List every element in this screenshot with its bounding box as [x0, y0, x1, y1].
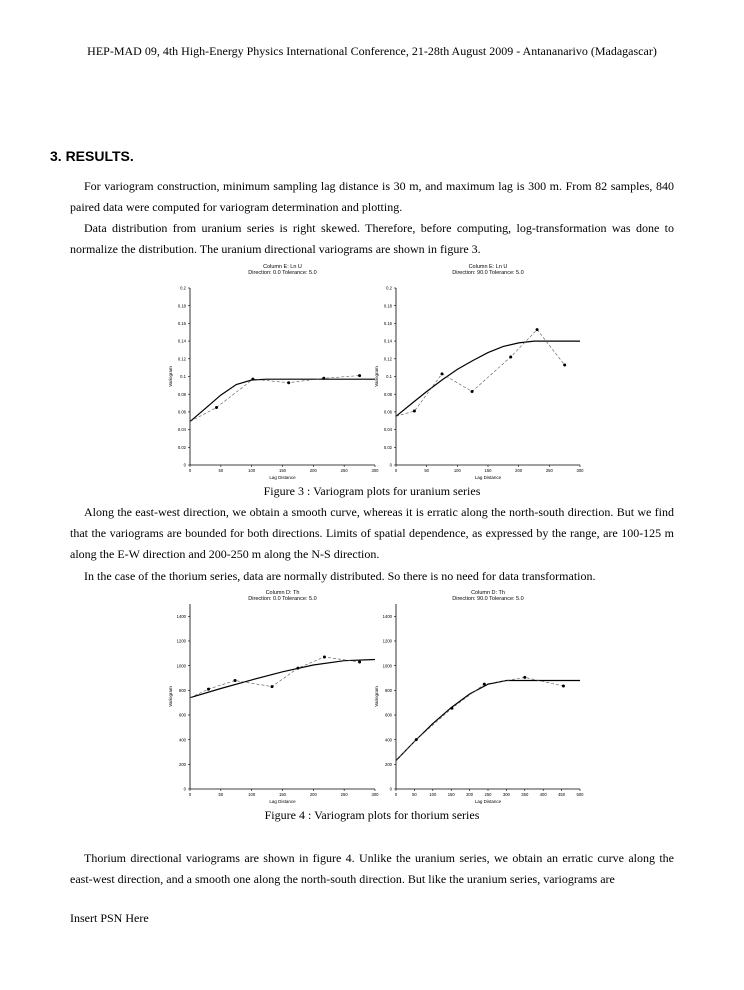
footer-psn: Insert PSN Here — [70, 911, 149, 925]
y-tick-label: 0.18 — [383, 303, 392, 309]
experimental-point — [358, 374, 361, 377]
y-axis-label: Variogram — [374, 686, 379, 707]
experimental-point — [323, 656, 326, 659]
experimental-point — [483, 683, 486, 686]
x-tick-label: 300 — [502, 792, 510, 797]
x-tick-label: 400 — [539, 792, 547, 797]
thorium-ns-variogram-chart — [372, 588, 587, 806]
experimental-point — [523, 676, 526, 679]
x-tick-label: 0 — [394, 792, 398, 797]
y-tick-label: 600 — [385, 712, 392, 718]
x-axis-label: Lag Distance — [269, 475, 296, 480]
chart-title: Column E: Ln U — [263, 264, 302, 270]
model-variogram-curve — [190, 660, 375, 698]
experimental-point — [287, 381, 290, 384]
y-axis-label: Variogram — [168, 366, 173, 387]
y-tick-label: 0.06 — [383, 409, 392, 415]
x-tick-label: 50 — [412, 792, 417, 797]
experimental-point — [251, 378, 254, 381]
model-variogram-curve — [190, 379, 375, 421]
x-tick-label: 250 — [340, 468, 348, 473]
y-tick-label: 400 — [385, 737, 392, 743]
experimental-point — [471, 390, 474, 393]
x-tick-label: 450 — [558, 792, 566, 797]
experimental-point — [322, 377, 325, 380]
x-tick-label: 0 — [188, 468, 192, 473]
y-axis-label: Variogram — [168, 686, 173, 707]
y-tick-label: 0.14 — [383, 338, 392, 344]
x-tick-label: 300 — [371, 792, 379, 797]
paragraph-text: Along the east-west direction, we obtain a smooth curve, whereas it is erratic along the north-south direction. But we find that the variograms are bounded for both directions. Limits of spatial dependence, as expressed by the range, are 100-125 m along the E-W direction and 200-250 m along the N-S direction. — [70, 505, 674, 561]
experimental-point — [234, 679, 237, 682]
x-tick-label: 200 — [309, 468, 317, 473]
x-tick-label: 100 — [248, 792, 256, 797]
y-tick-label: 0.04 — [177, 427, 186, 433]
y-tick-label: 0 — [389, 462, 392, 468]
experimental-variogram-line — [396, 330, 565, 417]
experimental-point — [296, 667, 299, 670]
model-variogram-curve — [396, 681, 580, 761]
y-tick-label: 0.06 — [177, 409, 186, 415]
x-tick-label: 100 — [429, 792, 437, 797]
experimental-variogram-line — [190, 376, 360, 422]
paragraph-text: Thorium directional variograms are shown in figure 4. Unlike the uranium series, we obtain an erratic curve along the east-west direction, and a smooth one along the north-south direction. But like the uranium series, variograms are — [70, 851, 674, 886]
chart-title: Column E: Ln U — [468, 264, 508, 270]
experimental-point — [207, 688, 210, 691]
y-tick-label: 0.1 — [180, 374, 186, 380]
y-tick-label: 400 — [179, 737, 186, 743]
y-tick-label: 200 — [385, 761, 392, 767]
paragraph-variogram-construction — [70, 176, 674, 218]
y-tick-label: 0.02 — [177, 444, 186, 450]
y-tick-label: 1200 — [176, 638, 186, 644]
experimental-point — [509, 356, 512, 359]
chart-subtitle: Direction: 0.0 Tolerance: 5.0 — [248, 270, 317, 276]
y-tick-label: 0 — [183, 462, 186, 468]
experimental-point — [441, 372, 444, 375]
experimental-point — [215, 406, 218, 409]
x-axis-label: Lag Distance — [474, 799, 502, 804]
y-tick-label: 0.16 — [383, 321, 392, 326]
y-tick-label: 1400 — [176, 613, 186, 619]
y-tick-label: 0.12 — [383, 356, 392, 362]
paragraph-text: For variogram construction, minimum sampling lag distance is 30 m, and maximum lag is 300 m. From 82 samples, 840 paired data were computed for variogram determination and plotting. — [70, 179, 674, 214]
y-tick-label: 200 — [179, 761, 186, 767]
x-tick-label: 0 — [188, 792, 192, 797]
section-heading: 3. RESULTS. — [50, 148, 134, 164]
y-tick-label: 600 — [179, 712, 186, 718]
y-tick-label: 0.2 — [180, 285, 186, 291]
y-tick-label: 0.08 — [383, 391, 392, 397]
y-tick-label: 0.18 — [177, 303, 186, 309]
paragraph-text: Data distribution from uranium series is right skewed. Therefore, before computing, log-transformation was done to normalize the distribution. The uranium directional variograms are shown in figure 3. — [70, 221, 674, 256]
chart-subtitle: Direction: 90.0 Tolerance: 5.0 — [452, 596, 524, 602]
experimental-point — [358, 660, 361, 663]
y-axis-label: Variogram — [374, 366, 379, 387]
y-tick-label: 0.12 — [177, 356, 186, 362]
x-tick-label: 50 — [218, 468, 224, 473]
y-tick-label: 0 — [183, 786, 186, 792]
x-tick-label: 150 — [484, 468, 492, 473]
x-tick-label: 200 — [466, 792, 474, 797]
figure-3-caption: Figure 3 : Variogram plots for uranium series — [263, 484, 481, 498]
y-tick-label: 0.04 — [383, 427, 392, 433]
x-tick-label: 150 — [447, 792, 455, 797]
x-tick-label: 200 — [309, 792, 317, 797]
x-tick-label: 200 — [515, 468, 523, 473]
x-axis-label: Lag Distance — [269, 799, 296, 804]
y-tick-label: 1000 — [382, 663, 392, 669]
y-tick-label: 0.02 — [383, 444, 392, 450]
x-tick-label: 50 — [424, 468, 430, 473]
x-tick-label: 50 — [218, 792, 224, 797]
experimental-point — [562, 685, 565, 688]
paragraph-uranium-results — [70, 502, 674, 565]
chart-subtitle: Direction: 0.0 Tolerance: 5.0 — [248, 596, 317, 602]
experimental-point — [450, 707, 453, 710]
figure-4-caption: Figure 4 : Variogram plots for thorium series — [264, 808, 480, 822]
experimental-point — [413, 410, 416, 413]
thorium-ew-variogram-chart — [160, 588, 380, 806]
y-tick-label: 800 — [385, 687, 392, 693]
y-tick-label: 0.2 — [386, 285, 392, 291]
x-tick-label: 150 — [279, 792, 286, 797]
x-axis-label: Lag Distance — [474, 475, 502, 480]
y-tick-label: 1200 — [382, 638, 392, 644]
experimental-point — [271, 685, 274, 688]
paragraph-thorium-distribution — [70, 566, 674, 587]
x-tick-label: 100 — [453, 468, 461, 473]
experimental-point — [415, 738, 418, 741]
x-tick-label: 150 — [279, 468, 286, 473]
x-tick-label: 0 — [394, 468, 398, 473]
y-tick-label: 0 — [389, 786, 392, 792]
x-tick-label: 500 — [576, 792, 584, 797]
x-tick-label: 350 — [521, 792, 529, 797]
paragraph-thorium-results — [70, 848, 674, 890]
uranium-ew-variogram-chart — [160, 262, 380, 480]
y-tick-label: 800 — [179, 687, 186, 693]
experimental-variogram-line — [190, 657, 360, 698]
model-variogram-curve — [396, 341, 580, 416]
experimental-point — [563, 363, 566, 366]
y-tick-label: 0.08 — [177, 391, 186, 397]
chart-title: Column D: Th — [265, 590, 300, 596]
uranium-ns-variogram-chart — [372, 262, 587, 480]
y-tick-label: 0.1 — [386, 374, 392, 380]
running-header: HEP-MAD 09, 4th High-Energy Physics International Conference, 21-28th August 2009 - Antananarivo (Madagascar) — [87, 44, 657, 58]
x-tick-label: 250 — [484, 792, 492, 797]
paragraph-text: In the case of the thorium series, data are normally distributed. So there is no need for data transformation. — [84, 569, 596, 583]
x-tick-label: 300 — [576, 468, 584, 473]
chart-title: Column D: Th — [471, 590, 505, 596]
x-tick-label: 250 — [545, 468, 553, 473]
chart-subtitle: Direction: 90.0 Tolerance: 5.0 — [452, 270, 524, 276]
y-tick-label: 1000 — [176, 663, 186, 669]
x-tick-label: 250 — [340, 792, 348, 797]
x-tick-label: 300 — [371, 468, 379, 473]
y-tick-label: 1400 — [382, 613, 392, 619]
y-tick-label: 0.14 — [177, 338, 186, 344]
paragraph-uranium-distribution — [70, 218, 674, 260]
y-tick-label: 0.16 — [177, 321, 186, 326]
experimental-point — [536, 328, 539, 331]
experimental-variogram-line — [396, 677, 563, 760]
x-tick-label: 100 — [248, 468, 256, 473]
